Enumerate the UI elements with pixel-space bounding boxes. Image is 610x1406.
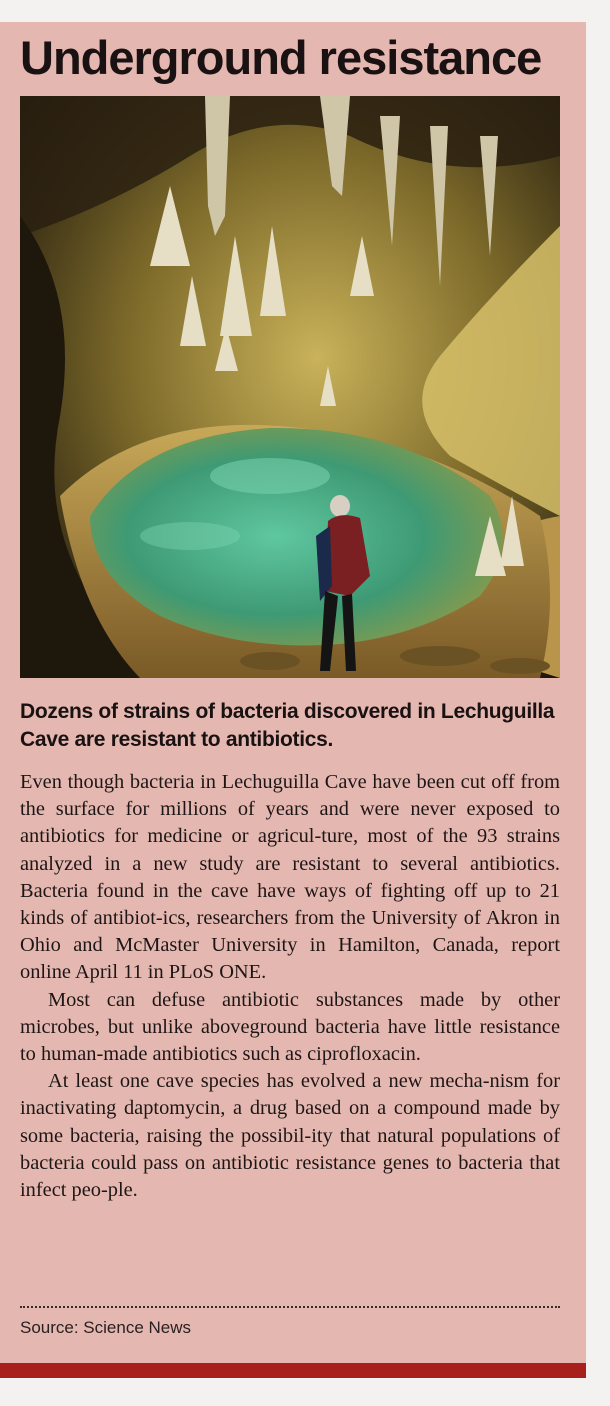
headline: Underground resistance — [20, 31, 542, 84]
body-paragraph: Most can defuse antibiotic substances made by other microbes, but unlike aboveground bacteria have little resistance to human-made antibiotics such as ciprofloxacin. — [20, 988, 560, 1066]
bottom-accent-bar — [0, 1363, 586, 1378]
body-paragraph: Even though bacteria in Lechuguilla Cave have been cut off from the surface for millions of years and were never exposed to antibiotics for medicine or agricul-ture, most of the 93 strains analyzed in a new study are resistant to several antibiotics. Bacteria found in the cave have ways of fighting off up to 21 kinds of antibiot-ics, researchers from the University of Akron in Ohio and McMaster University in Hamilton, Canada, report online April 11 in PLoS ONE. — [20, 771, 560, 984]
source-line: Source: Science News — [20, 1318, 192, 1337]
dotted-divider — [20, 1306, 560, 1308]
body-paragraph: At least one cave species has evolved a new mecha-nism for inactivating daptomycin, a drug based on a compound made by some bacteria, raising the possibil-ity that natural populations of bacteria could pass on antibiotic resistance genes to bacteria that infect peo-ple. — [20, 1070, 560, 1202]
cave-photo — [20, 96, 560, 678]
article-body — [20, 769, 560, 1204]
deck: Dozens of strains of bacteria discovered in Lechuguilla Cave are resistant to antibiotics. — [20, 700, 555, 751]
cave-illustration — [20, 96, 560, 678]
article-card — [0, 22, 586, 1378]
